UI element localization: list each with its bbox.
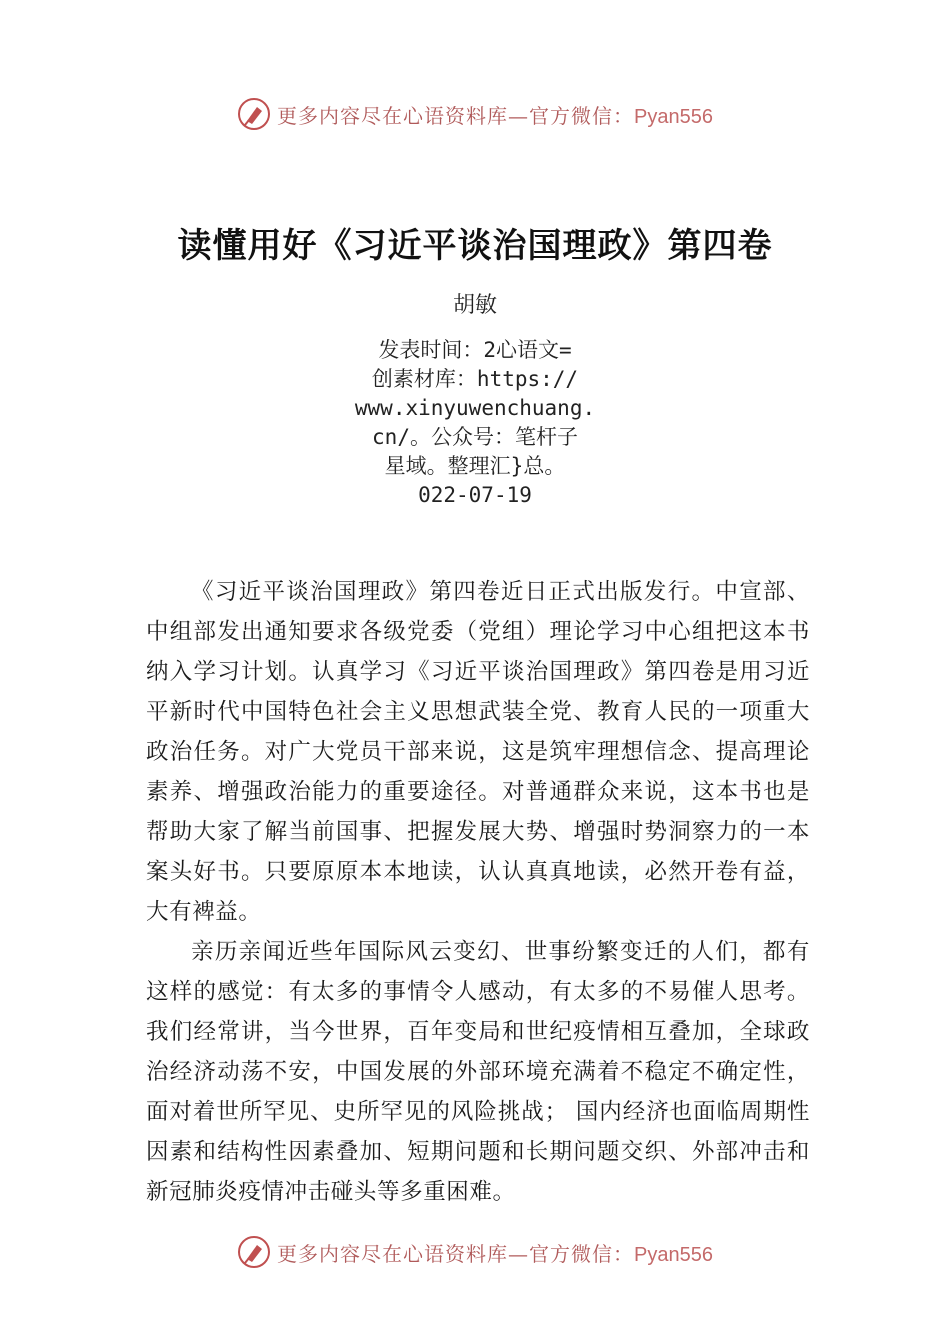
header-watermark	[0, 94, 950, 134]
meta-line: 022-07-19	[418, 483, 532, 507]
article-body	[146, 572, 810, 1212]
watermark-wechat-id: Pyan556	[634, 1243, 713, 1266]
watermark-wechat-id: Pyan556	[634, 105, 713, 128]
body-paragraph: 亲历亲闻近些年国际风云变幻、世事纷繁变迁的人们，都有这样的感觉：有太多的事情令人感动，有太多的不易催人思考。我们经常讲，当今世界，百年变局和世纪疫情相互叠加，全球政治经济动荡不安，中国发展的外部环境充满着不稳定不确定性，面对着世所罕见、史所罕见的风险挑战； 国内经济也面临周期性因素和结构性因素叠加、短期问题和长期问题交织、外部冲击和新冠肺炎疫情冲击碰头等多重困难。	[146, 939, 810, 1205]
document-author: 胡敏	[452, 293, 497, 318]
pen-nib-logo-icon	[237, 1235, 271, 1269]
watermark-text: 更多内容尽在心语资料库—官方微信：	[277, 103, 635, 128]
publication-meta	[0, 336, 950, 510]
document-title: 读懂用好《习近平谈治国理政》第四卷	[177, 226, 773, 266]
meta-line: 星域。整理汇}总。	[384, 454, 566, 478]
meta-line: cn/。公众号：笔杆子	[372, 425, 578, 449]
body-paragraph: 《习近平谈治国理政》第四卷近日正式出版发行。中宣部、中组部发出通知要求各级党委（党组）理论学习中心组把这本书纳入学习计划。认真学习《习近平谈治国理政》第四卷是用习近平新时代中国特色社会主义思想武装全党、教育人民的一项重大政治任务。对广大党员干部来说，这是筑牢理想信念、提高理论素养、增强政治能力的重要途径。对普通群众来说，这本书也是帮助大家了解当前国事、把握发展大势、增强时势洞察力的一本案头好书。只要原原本本地读，认认真真地读，必然开卷有益，大有裨益。	[146, 579, 810, 925]
meta-line: 创素材库：https://	[371, 367, 579, 391]
meta-line: 发表时间：2心语文=	[378, 338, 572, 362]
footer-watermark	[0, 1232, 950, 1272]
watermark-text: 更多内容尽在心语资料库—官方微信：	[277, 1241, 635, 1266]
pen-nib-logo-icon	[237, 97, 271, 131]
meta-line: www.xinyuwenchuang.	[354, 396, 596, 420]
